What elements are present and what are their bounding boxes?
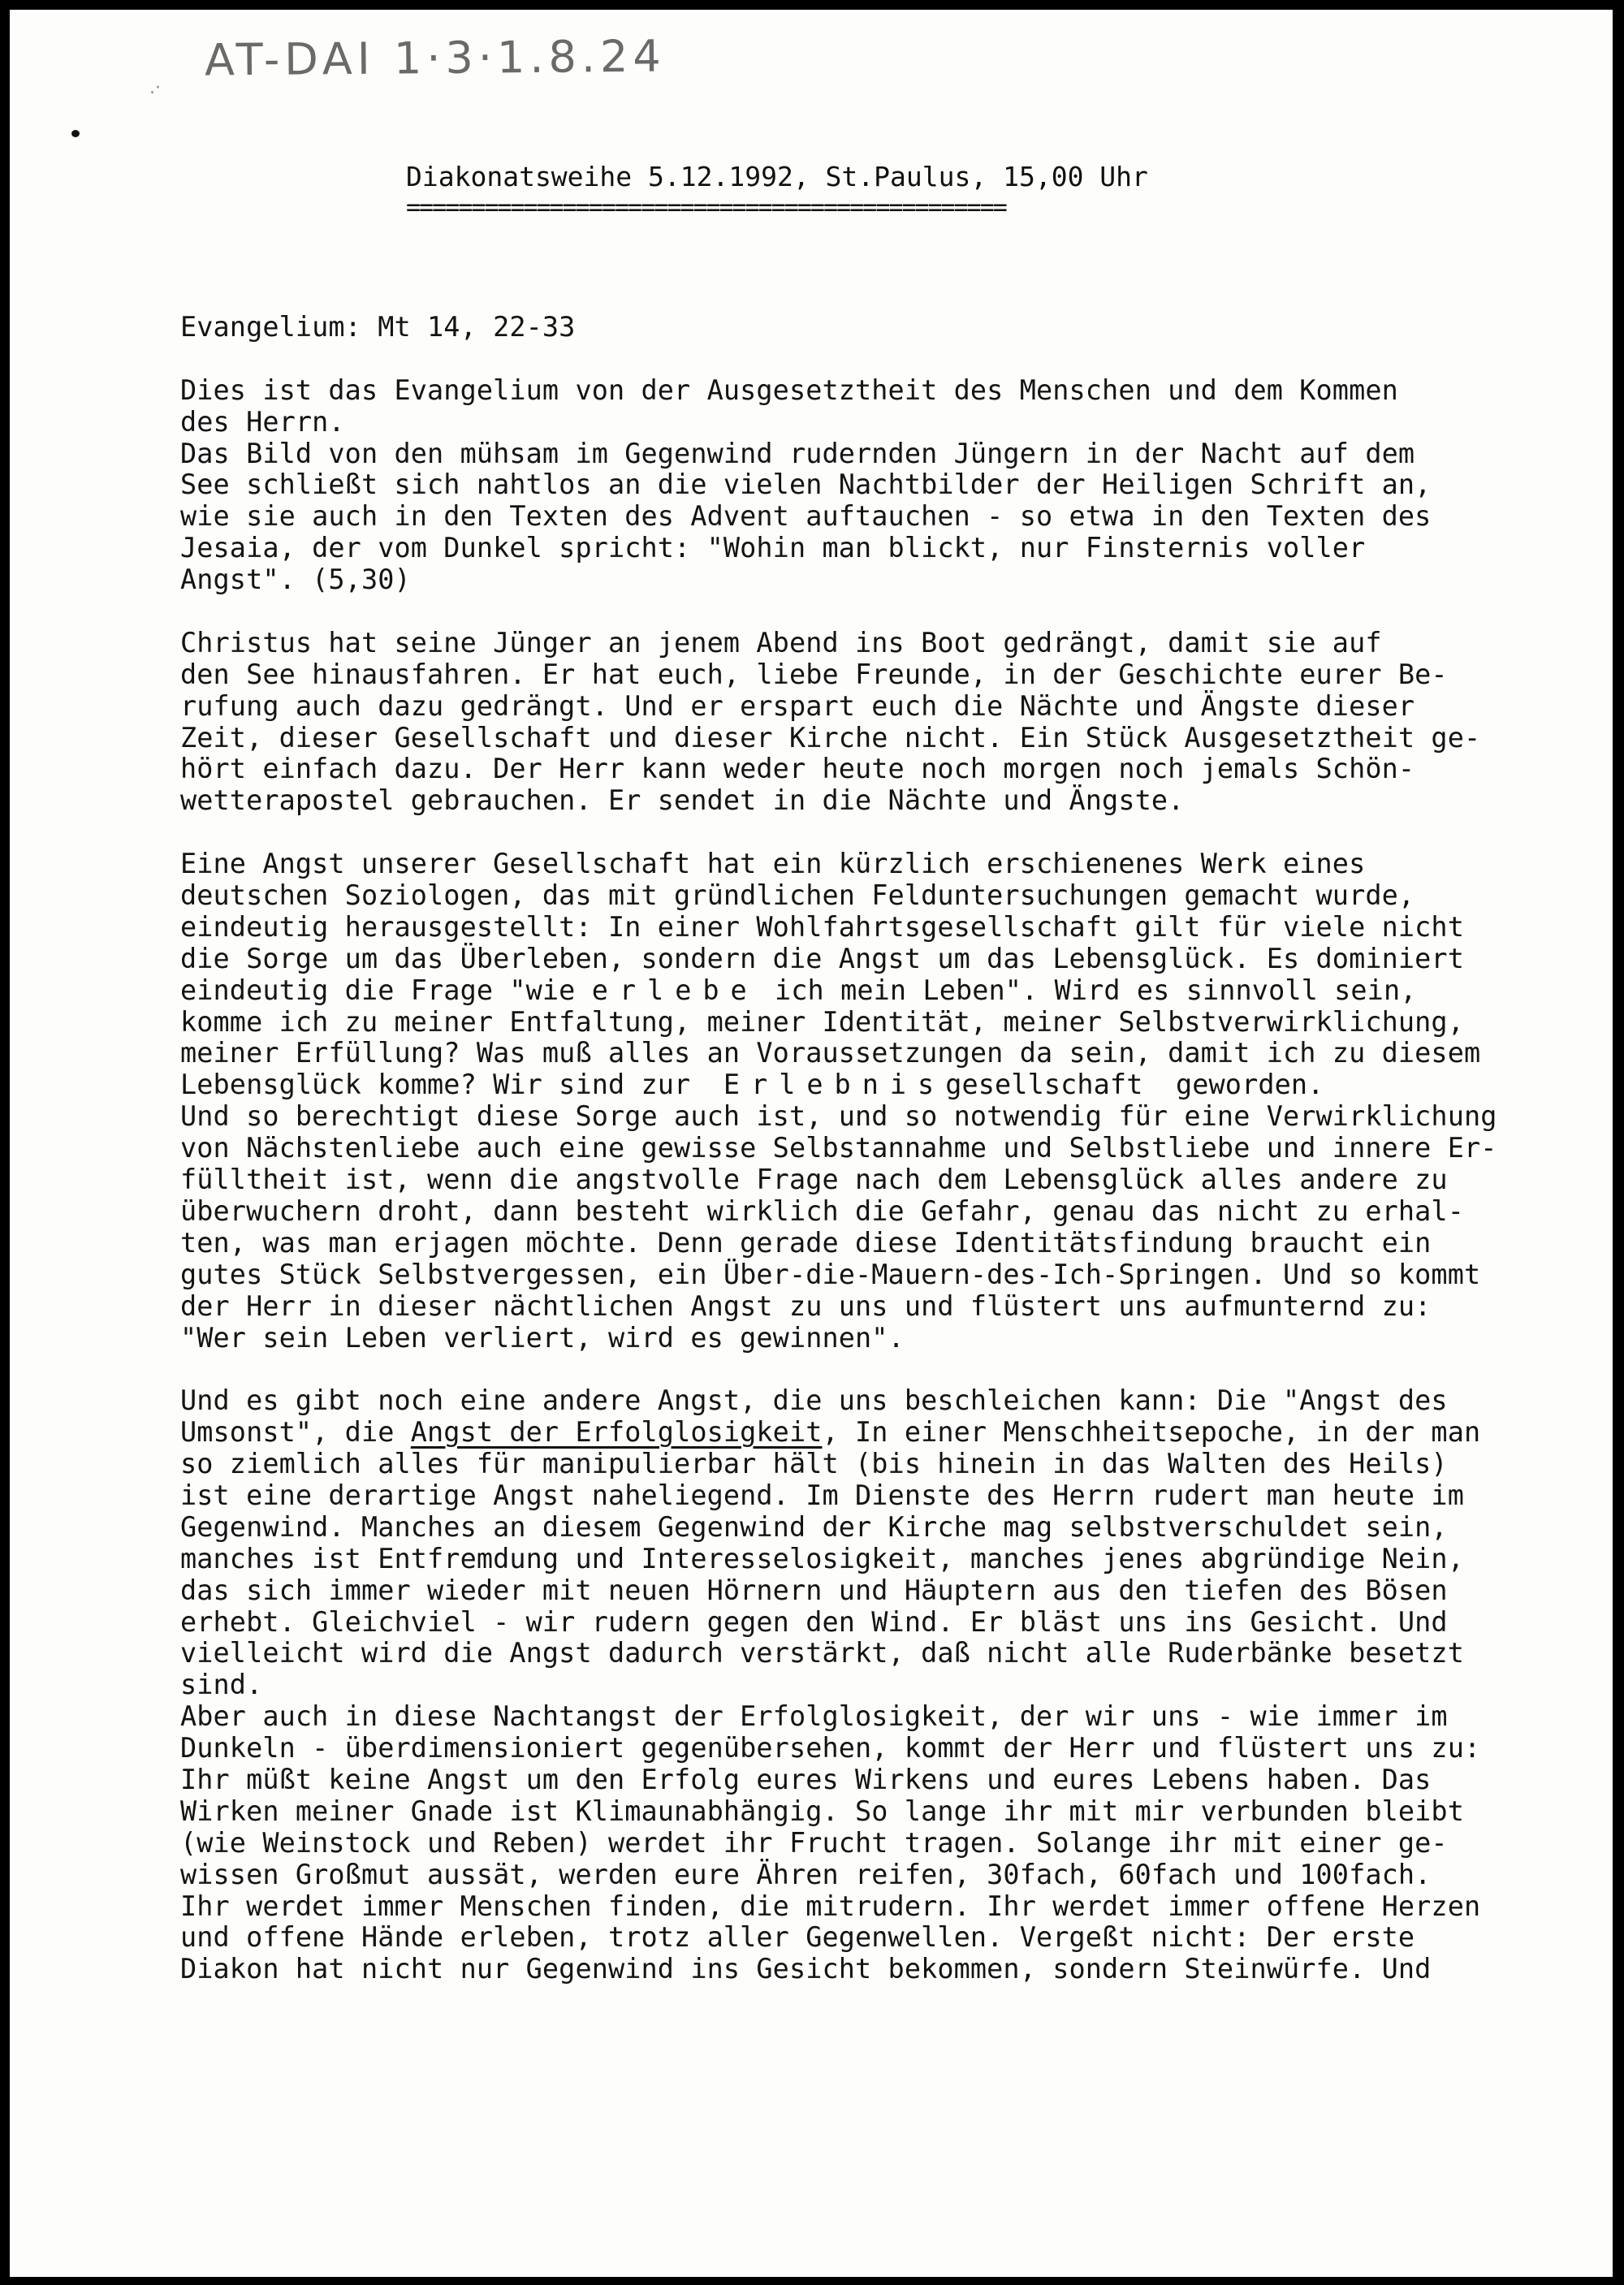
text-line: Jesaia, der vom Dunkel spricht: "Wohin man blickt, nur Finsternis voller [180,532,1366,564]
text-line: vielleicht wird die Angst dadurch verstärkt, daß nicht alle Ruderbänke besetzt [180,1637,1464,1669]
text-line: Ihr werdet immer Menschen finden, die mitrudern. Ihr werdet immer offene Herzen [180,1890,1481,1922]
text-line: des Herrn. [180,405,345,438]
ink-dot [71,130,80,137]
text-line: erhebt. Gleichviel - wir rudern gegen den Wind. Er bläst uns ins Gesicht. Und [180,1605,1448,1638]
text-line: wie sie auch in den Texten des Advent auftauchen - so etwa in den Texten des [180,500,1432,533]
text-line: und offene Hände erleben, trotz aller Gegenwellen. Vergeßt nicht: Der erste [180,1921,1415,1954]
spaced-emphasis: Erlebnis [723,1069,946,1101]
text-line: komme ich zu meiner Entfaltung, meiner Identität, meiner Selbstverwirklichung, [180,1005,1464,1038]
text-line: Das Bild von den mühsam im Gegenwind rudernden Jüngern in der Nacht auf dem [180,437,1415,469]
text-line: Christus hat seine Jünger an jenem Abend ins Boot gedrängt, damit sie auf [180,626,1382,659]
text-line: Eine Angst unserer Gesellschaft hat ein kürzlich erschienenes Werk eines [180,848,1366,880]
text-line: deutschen Soziologen, das mit gründlichen Felduntersuchungen gemacht wurde, [180,879,1415,912]
spaced-emphasis: erlebe [591,974,758,1006]
text-line: ist eine derartige Angst naheliegend. Im Dienste des Herrn rudert man heute im [180,1479,1464,1511]
text-line: gutes Stück Selbstvergessen, ein Über-die-Mauern-des-Ich-Springen. Und so kommt [180,1258,1481,1290]
text-line: Wirken meiner Gnade ist Klimaunabhängig. So lange ihr mit mir verbunden bleibt [180,1795,1464,1827]
text-line [180,975,1593,1007]
text-span: gesellschaft geworden. [945,1069,1324,1101]
document-page [10,10,1613,2277]
text-line: rufung auch dazu gedrängt. Und er erspart euch die Nächte und Ängste dieser [180,689,1415,722]
text-line [180,1417,1593,1449]
text-line: wissen Großmut aussät, werden eure Ähren reifen, 30fach, 60fach und 100fach. [180,1858,1432,1890]
paragraph-3 [180,849,1593,1354]
text-line: von Nächstenliebe auch eine gewisse Selbstannahme und Selbstliebe und innere Er- [180,1132,1497,1164]
text-line: (wie Weinstock und Reben) werdet ihr Frucht tragen. Solange ihr mit einer ge- [180,1826,1448,1859]
text-line: die Sorge um das Überleben, sondern die Angst um das Lebensglück. Es dominiert [180,942,1464,974]
text-line: meiner Erfüllung? Was muß alles an Voraussetzungen da sein, damit ich zu diesem [180,1037,1481,1069]
text-line: Und es gibt noch eine andere Angst, die uns beschleichen kann: Die "Angst des [180,1384,1448,1417]
text-line: See schließt sich nahtlos an die vielen Nachtbilder der Heiligen Schrift an, [180,469,1432,501]
text-line: Aber auch in diese Nachtangst der Erfolglosigkeit, der wir uns - wie immer im [180,1700,1448,1733]
text-line: "Wer sein Leben verliert, wird es gewinnen". [180,1321,905,1354]
text-span: Umsonst", die [180,1416,411,1449]
handwritten-archive-reference: AT-DAI 1·3·1.8.24 [204,30,666,86]
text-line: Ihr müßt keine Angst um den Erfolg eures Wirkens und eures Lebens haben. Das [180,1763,1432,1795]
text-line: Gegenwind. Manches an diesem Gegenwind der Kirche mag selbstverschuldet sein, [180,1510,1448,1543]
title-double-underline: ============================================== [406,193,1006,222]
paragraph-2 [180,628,1593,817]
text-line: Dies ist das Evangelium von der Ausgesetztheit des Menschen und dem Kommen [180,374,1398,406]
text-span: eindeutig die Frage "wie [180,974,592,1006]
text-span: ich mein Leben". Wird es sinnvoll sein, [758,974,1417,1006]
text-line: fülltheit ist, wenn die angstvolle Frage nach dem Lebensglück alles andere zu [180,1164,1448,1196]
text-line: wetterapostel gebrauchen. Er sendet in die Nächte und Ängste. [180,784,1185,817]
text-line: sind. [180,1669,263,1701]
text-line: eindeutig herausgestellt: In einer Wohlfahrtsgesellschaft gilt für viele nicht [180,910,1464,943]
underlined-phrase: Angst der Erfolglosigkeit [410,1416,823,1449]
text-line: Zeit, dieser Gesellschaft und dieser Kirche nicht. Ein Stück Ausgesetztheit ge- [180,721,1481,754]
text-line: manches ist Entfremdung und Interesselosigkeit, manches jenes abgründige Nein, [180,1542,1464,1574]
text-line: das sich immer wieder mit neuen Hörnern und Häuptern aus den tiefen des Bösen [180,1574,1448,1606]
text-line: Und so berechtigt diese Sorge auch ist, und so notwendig für eine Verwirklichung [180,1100,1497,1133]
text-line: Dunkeln - überdimensioniert gegenübersehen, kommt der Herr und flüstert uns zu: [180,1732,1481,1765]
text-line: so ziemlich alles für manipulierbar hält (bis hinein in das Walten des Heils) [180,1448,1448,1480]
text-line: hört einfach dazu. Der Herr kann weder heute noch morgen noch jemals Schön- [180,753,1415,785]
paragraph-1 [180,375,1593,596]
paragraph-4 [180,1385,1593,1985]
pen-mark: .· [149,78,161,98]
text-line: Diakon hat nicht nur Gegenwind ins Gesicht bekommen, sondern Steinwürfe. Und [180,1953,1432,1985]
gospel-reference: Evangelium: Mt 14, 22-33 [180,311,576,343]
text-span: , In einer Menschheitsepoche, in der man [822,1416,1481,1449]
document-title: Diakonatsweihe 5.12.1992, St.Paulus, 15,00 Uhr [406,161,1148,192]
text-line [180,1069,1593,1101]
text-line: ten, was man erjagen möchte. Denn gerade diese Identitätsfindung braucht ein [180,1226,1432,1259]
document-body [180,312,1593,1985]
text-line: der Herr in dieser nächtlichen Angst zu uns und flüstert uns aufmunternd zu: [180,1289,1432,1322]
text-line: Angst". (5,30) [180,564,411,596]
text-line: den See hinausfahren. Er hat euch, liebe Freunde, in der Geschichte eurer Be- [180,658,1448,690]
text-line: überwuchern droht, dann besteht wirklich die Gefahr, genau das nicht zu erhal- [180,1194,1464,1227]
text-span: Lebensglück komme? Wir sind zur [180,1069,723,1101]
